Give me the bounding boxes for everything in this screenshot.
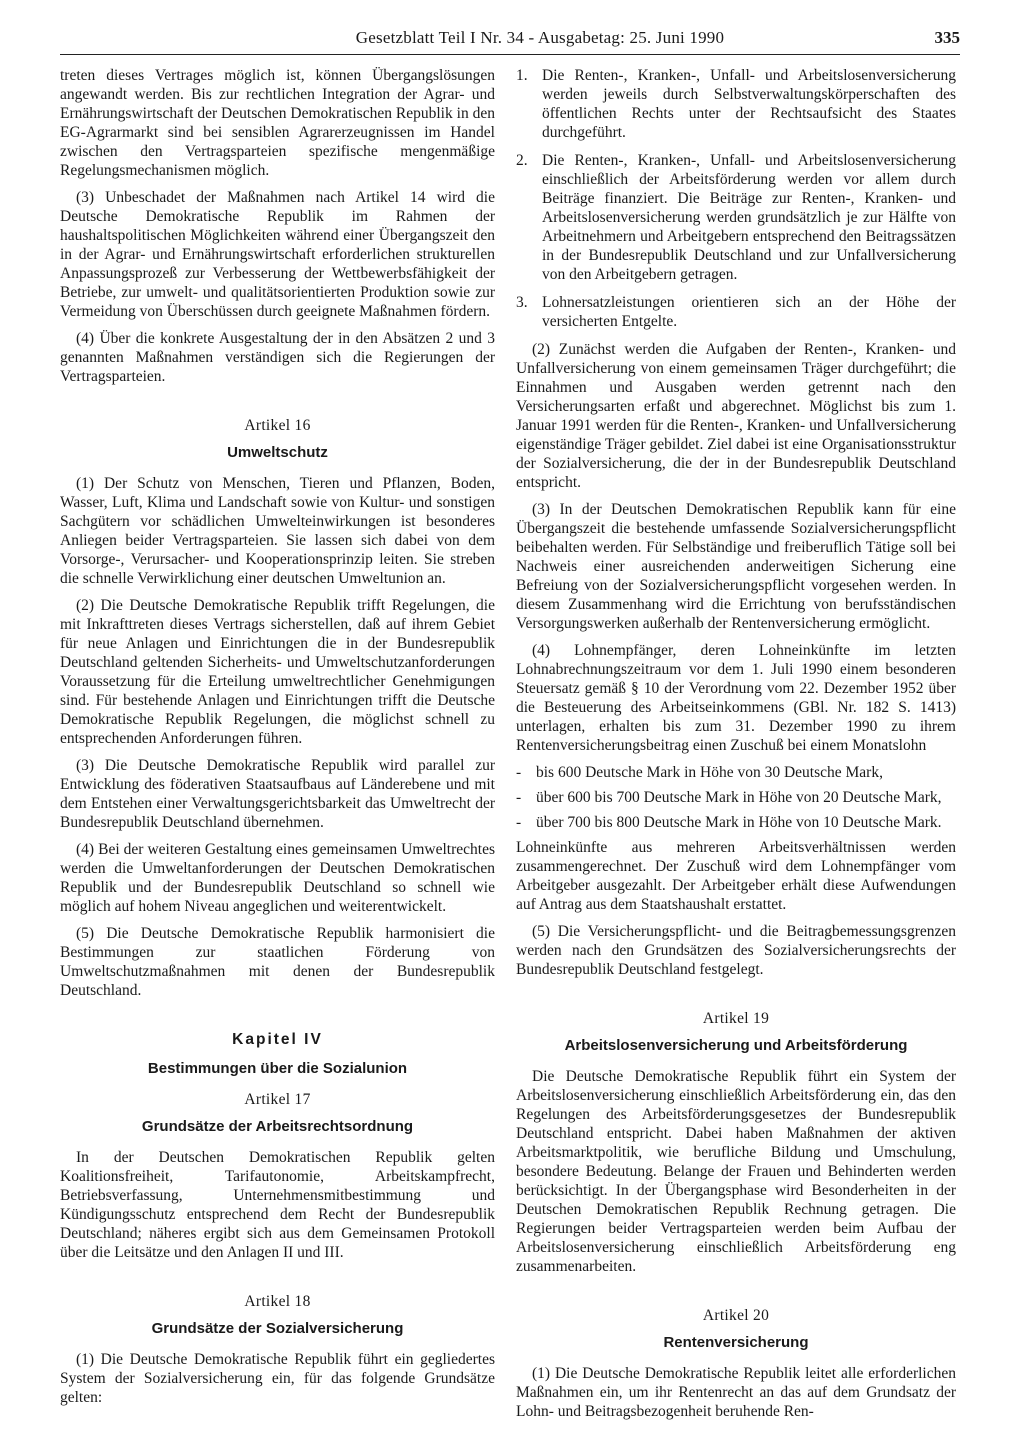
list-number: 3. [516,294,528,311]
paragraph: treten dieses Vertrages möglich ist, können Übergangslösungen angewandt werden. Bis zur rechtlichen Integration der Agrar- und Ernährungswirtschaft der Deutschen Demokratischen Republik in den EG-Agrarmarkt sind bei sensiblen Agrarerzeugnissen im Handel zwischen den Vertragsparteien spezifische mengenmäßige Regelungsmechanismen möglich. [60,67,495,179]
paragraph: (5) Die Deutsche Demokratische Republik harmonisiert die Bestimmungen zur staatlichen Förderung von Umweltschutzmaßnahmen mit denen der Bundesrepublik Deutschland. [60,925,495,999]
article-20-label: Artikel 20 [702,1307,770,1324]
chapter-title: Bestimmungen über die Sozialunion [147,1060,408,1077]
article-16-title: Umweltschutz [227,444,328,461]
article-19-title: Arbeitslosenversicherung und Arbeitsförderung [564,1037,908,1054]
list-item [516,151,956,284]
header-title: Gesetzblatt Teil I Nr. 34 - Ausgabetag: 25. Juni 1990 [355,28,725,47]
list-text: über 600 bis 700 Deutsche Mark in Höhe von 20 Deutsche Mark, [536,789,942,806]
list-text: über 700 bis 800 Deutsche Mark in Höhe von 10 Deutsche Mark. [536,814,942,831]
list-dash: - [516,764,522,781]
paragraph: (2) Zunächst werden die Aufgaben der Renten-, Kranken- und Unfallversicherung von einem gemeinsamen Träger durchgeführt; die Einnahmen und Ausgaben werden getrennt nach den Versicherungsarten erfaßt und abgerechnet. Möglichst bis zum 1. Januar 1991 werden für die Renten-, Kranken- und Unfallversicherung eigenständige Träger gebildet. Ziel dabei ist eine Organisationsstruktur der Sozialversicherung, die der in der Bundesrepublik Deutschland entspricht. [516,341,956,491]
list-item [516,763,956,782]
right-column [516,66,956,1429]
paragraph: (1) Die Deutsche Demokratische Republik führt ein gegliedertes System der Sozialversicherung ein, für das folgende Grundsätze gelten: [60,1351,495,1406]
list-text: Lohnersatzleistungen orientieren sich an der Höhe der versicherten Entgelte. [542,294,956,330]
article-17-label: Artikel 17 [244,1091,311,1108]
paragraph: Die Deutsche Demokratische Republik führt ein System der Arbeitslosenversicherung einschließlich Arbeitsförderung ein, das den Regelungen des Arbeitsförderungsgesetzes der Bundesrepublik Deutschland entspricht. Dabei haben Maßnahmen der aktiven Arbeitsmarktpolitik, wie berufliche Bildung und Umschulung, besondere Bedeutung. Belange der Frauen und Behinderten werden berücksichtigt. In der Übergangsphase wird Besonderheiten in der Deutschen Demokratischen Republik Rechnung getragen. Die Regierungen beider Vertragsparteien werden beim Aufbau der Arbeitslosenversicherung einschließlich Arbeitsförderung eng zusammenarbeiten. [516,1068,956,1275]
paragraph: (4) Bei der weiteren Gestaltung eines gemeinsamen Umweltrechtes werden die Umweltanforderungen der Deutschen Demokratischen Republik und der Bundesrepublik Deutschland so schnell wie möglich auf hohem Niveau angeglichen und weiterentwickelt. [60,841,495,915]
list-number: 1. [516,67,528,84]
paragraph: (3) Die Deutsche Demokratische Republik wird parallel zur Entwicklung des föderativen Staatsaufbaus auf Länderebene und mit dem Entstehen einer Verwaltungsgerichtsbarkeit das Umweltrecht der Bundesrepublik Deutschland übernehmen. [60,757,495,831]
chapter-label: Kapitel IV [232,1031,323,1048]
list-text: Die Renten-, Kranken-, Unfall- und Arbeitslosenversicherung werden jeweils durch Selbstverwaltungskörperschaften des öffentlichen Rechts unter der Rechtsaufsicht des Staates durchgeführt. [542,67,956,141]
paragraph: Lohneinkünfte aus mehreren Arbeitsverhältnissen werden zusammengerechnet. Der Zuschuß wird dem Lohnempfänger vom Arbeitgeber ausgezahlt. Der Arbeitgeber erhält diese Aufwendungen auf Antrag aus dem Staatshaushalt erstattet. [516,839,956,913]
list-dash: - [516,789,522,806]
list-text: Die Renten-, Kranken-, Unfall- und Arbeitslosenversicherung einschließlich der Arbeitsförderung werden vor allem durch Beiträge finanziert. Die Beiträge zur Renten-, Kranken- und Arbeitslosenversicherung werden grundsätzlich je zur Hälfte von Arbeitnehmern und Arbeitgebern entsprechend den Beitragssätzen in der Bundesrepublik Deutschland und zur Unfallversicherung von den Arbeitgebern getragen. [542,152,956,283]
list-item [516,813,956,832]
article-19-label: Artikel 19 [702,1010,770,1027]
page-number: 335 [934,28,960,47]
paragraph: In der Deutschen Demokratischen Republik gelten Koalitionsfreiheit, Tarifautonomie, Arbeitskampfrecht, Betriebsverfassung, Unternehmensmitbestimmung und Kündigungsschutz entsprechend dem Recht der Bundesrepublik Deutschland; näheres ergibt sich aus dem Gemeinsamen Protokoll über die Leitsätze und den Anlagen II und III. [60,1149,495,1261]
article-18-title: Grundsätze der Sozialversicherung [151,1320,404,1337]
list-item [516,66,956,142]
list-text: bis 600 Deutsche Mark in Höhe von 30 Deutsche Mark, [536,764,883,781]
article-16-label: Artikel 16 [244,417,311,434]
paragraph: (2) Die Deutsche Demokratische Republik trifft Regelungen, die mit Inkrafttreten dieses Vertrags sicherstellen, daß auf ihrem Gebiet für neue Anlagen und Einrichtungen die in der Bundesrepublik Deutschland geltenden Sicherheits- und Umweltschutzanforderungen Voraussetzung für die Erteilung umweltrechtlicher Genehmigungen sind. Für bestehende Anlagen und Einrichtungen trifft die Deutsche Demokratische Republik Regelungen, die möglichst schnell zu entsprechenden Anforderungen führen. [60,597,495,747]
paragraph: (4) Über die konkrete Ausgestaltung der in den Absätzen 2 und 3 genannten Maßnahmen verständigen sich die Regierungen der Vertragsparteien. [60,330,495,385]
list-dash: - [516,814,522,831]
article-17-title: Grundsätze der Arbeitsrechtsordnung [141,1118,414,1135]
article-18-label: Artikel 18 [244,1293,311,1310]
paragraph: (3) Unbeschadet der Maßnahmen nach Artikel 14 wird die Deutsche Demokratische Republik im Rahmen der haushaltspolitischen Möglichkeiten während einer Übergangszeit den in der Agrar- und Ernährungswirtschaft erforderlichen strukturellen Anpassungsprozeß zur Verbesserung der Wettbewerbsfähigkeit der Betriebe, zur umwelt- und qualitätsorientierten Produktion sowie zur Vermeidung von Überschüssen durch geeignete Maßnahmen fördern. [60,189,495,320]
paragraph: (5) Die Versicherungspflicht- und die Beitragbemessungsgrenzen werden nach den Grundsätzen des Sozialversicherungsrechts der Bundesrepublik Deutschland festgelegt. [516,923,956,978]
header-rule [60,54,960,55]
paragraph: (4) Lohnempfänger, deren Lohneinkünfte im letzten Lohnabrechnungszeitraum vor dem 1. Juli 1990 einem besonderen Steuersatz gemäß § 10 der Verordnung vom 22. Dezember 1952 über die Besteuerung des Arbeitseinkommens (GBl. Nr. 182 S. 1413) unterlagen, erhalten bis zum 31. Dezember 1990 zu ihrem Rentenversicherungsbeitrag einen Zuschuß bei einem Monatslohn [516,642,956,754]
paragraph: (3) In der Deutschen Demokratischen Republik kann für eine Übergangszeit die bestehende umfassende Sozialversicherungspflicht beibehalten werden. Für Selbständige und freiberuflich Tätige soll bei Nachweis einer ausreichenden anderweitigen Sicherung eine Befreiung von der Sozialversicherungspflicht vorgesehen werden. In diesem Zusammenhang wird die Errichtung von berufsständischen Versorgungswerken außerhalb der Rentenversicherung ermöglicht. [516,501,956,632]
list-number: 2. [516,152,528,169]
paragraph: (1) Die Deutsche Demokratische Republik leitet alle erforderlichen Maßnahmen ein, um ihr Rentenrecht an das auf dem Grundsatz der Lohn- und Beitragsbezogenheit beruhende Ren- [516,1365,956,1420]
left-column [60,66,495,1415]
article-20-title: Rentenversicherung [663,1334,809,1351]
paragraph: (1) Der Schutz von Menschen, Tieren und Pflanzen, Boden, Wasser, Luft, Klima und Landschaft sowie von Kultur- und sonstigen Sachgütern vor schädlichen Umwelteinwirkungen ist besonderes Anliegen beider Vertragsparteien. Sie lassen sich dabei von dem Vorsorge-, Verursacher- und Kooperationsprinzip leiten. Sie streben die schnelle Verwirklichung einer deutschen Umweltunion an. [60,475,495,587]
list-item [516,293,956,331]
list-item [516,788,956,807]
